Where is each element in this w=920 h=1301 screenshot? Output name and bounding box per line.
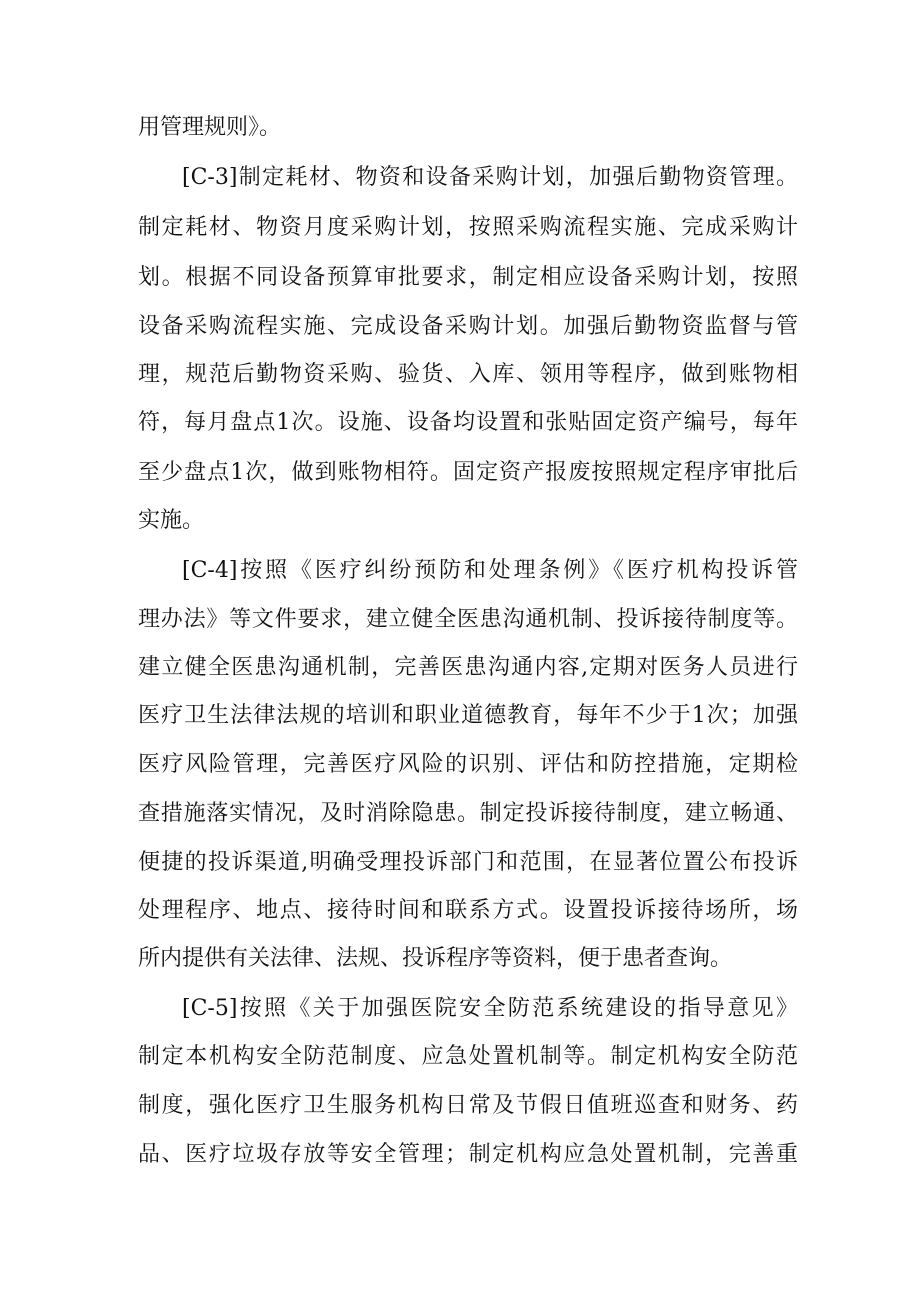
paragraph-start-line: [C-5]按照《关于加强医院安全防范系统建设的指导意见》 [182, 996, 798, 1021]
text-line: 建立健全医患沟通机制，完善医患沟通内容,定期对医务人员进行 [138, 655, 798, 680]
text-line: 划。根据不同设备预算审批要求，制定相应设备采购计划，按照 [138, 265, 798, 290]
text-line: 理，规范后勤物资采购、验货、入库、领用等程序，做到账物相 [138, 362, 798, 387]
paragraph-start-line: [C-3]制定耗材、物资和设备采购计划，加强后勤物资管理。 [182, 165, 798, 190]
text-line: 至少盘点1次，做到账物相符。固定资产报废按照规定程序审批后 [138, 460, 798, 485]
text-line: 所内提供有关法律、法规、投诉程序等资料，便于患者查询。 [138, 946, 733, 971]
text-line: 品、医疗垃圾存放等安全管理；制定机构应急处置机制，完善重 [138, 1142, 798, 1167]
text-line: 理办法》等文件要求，建立健全医患沟通机制、投诉接待制度等。 [138, 607, 798, 632]
text-line: 制度，强化医疗卫生服务机构日常及节假日值班巡查和财务、药 [138, 1093, 798, 1118]
text-line: 用管理规则》。 [138, 115, 282, 140]
text-line: 制定本机构安全防范制度、应急处置机制等。制定机构安全防范 [138, 1044, 798, 1069]
text-line: 医疗风险管理，完善医疗风险的识别、评估和防控措施，定期检 [138, 752, 798, 777]
text-line: 符，每月盘点1次。设施、设备均设置和张贴固定资产编号，每年 [138, 410, 798, 435]
text-line: 设备采购流程实施、完成设备采购计划。加强后勤物资监督与管 [138, 314, 798, 339]
text-line: 处理程序、地点、接待时间和联系方式。设置投诉接待场所，场 [138, 898, 798, 923]
text-line: 查措施落实情况，及时消除隐患。制定投诉接待制度，建立畅通、 [138, 801, 798, 826]
text-line: 实施。 [138, 508, 205, 533]
text-line: 医疗卫生法律法规的培训和职业道德教育，每年不少于1次；加强 [138, 703, 798, 728]
text-line: 便捷的投诉渠道,明确受理投诉部门和范围，在显著位置公布投诉 [138, 850, 798, 875]
text-line: 制定耗材、物资月度采购计划，按照采购流程实施、完成采购计 [138, 215, 798, 240]
paragraph-start-line: [C-4]按照《医疗纠纷预防和处理条例》《医疗机构投诉管 [182, 558, 798, 583]
